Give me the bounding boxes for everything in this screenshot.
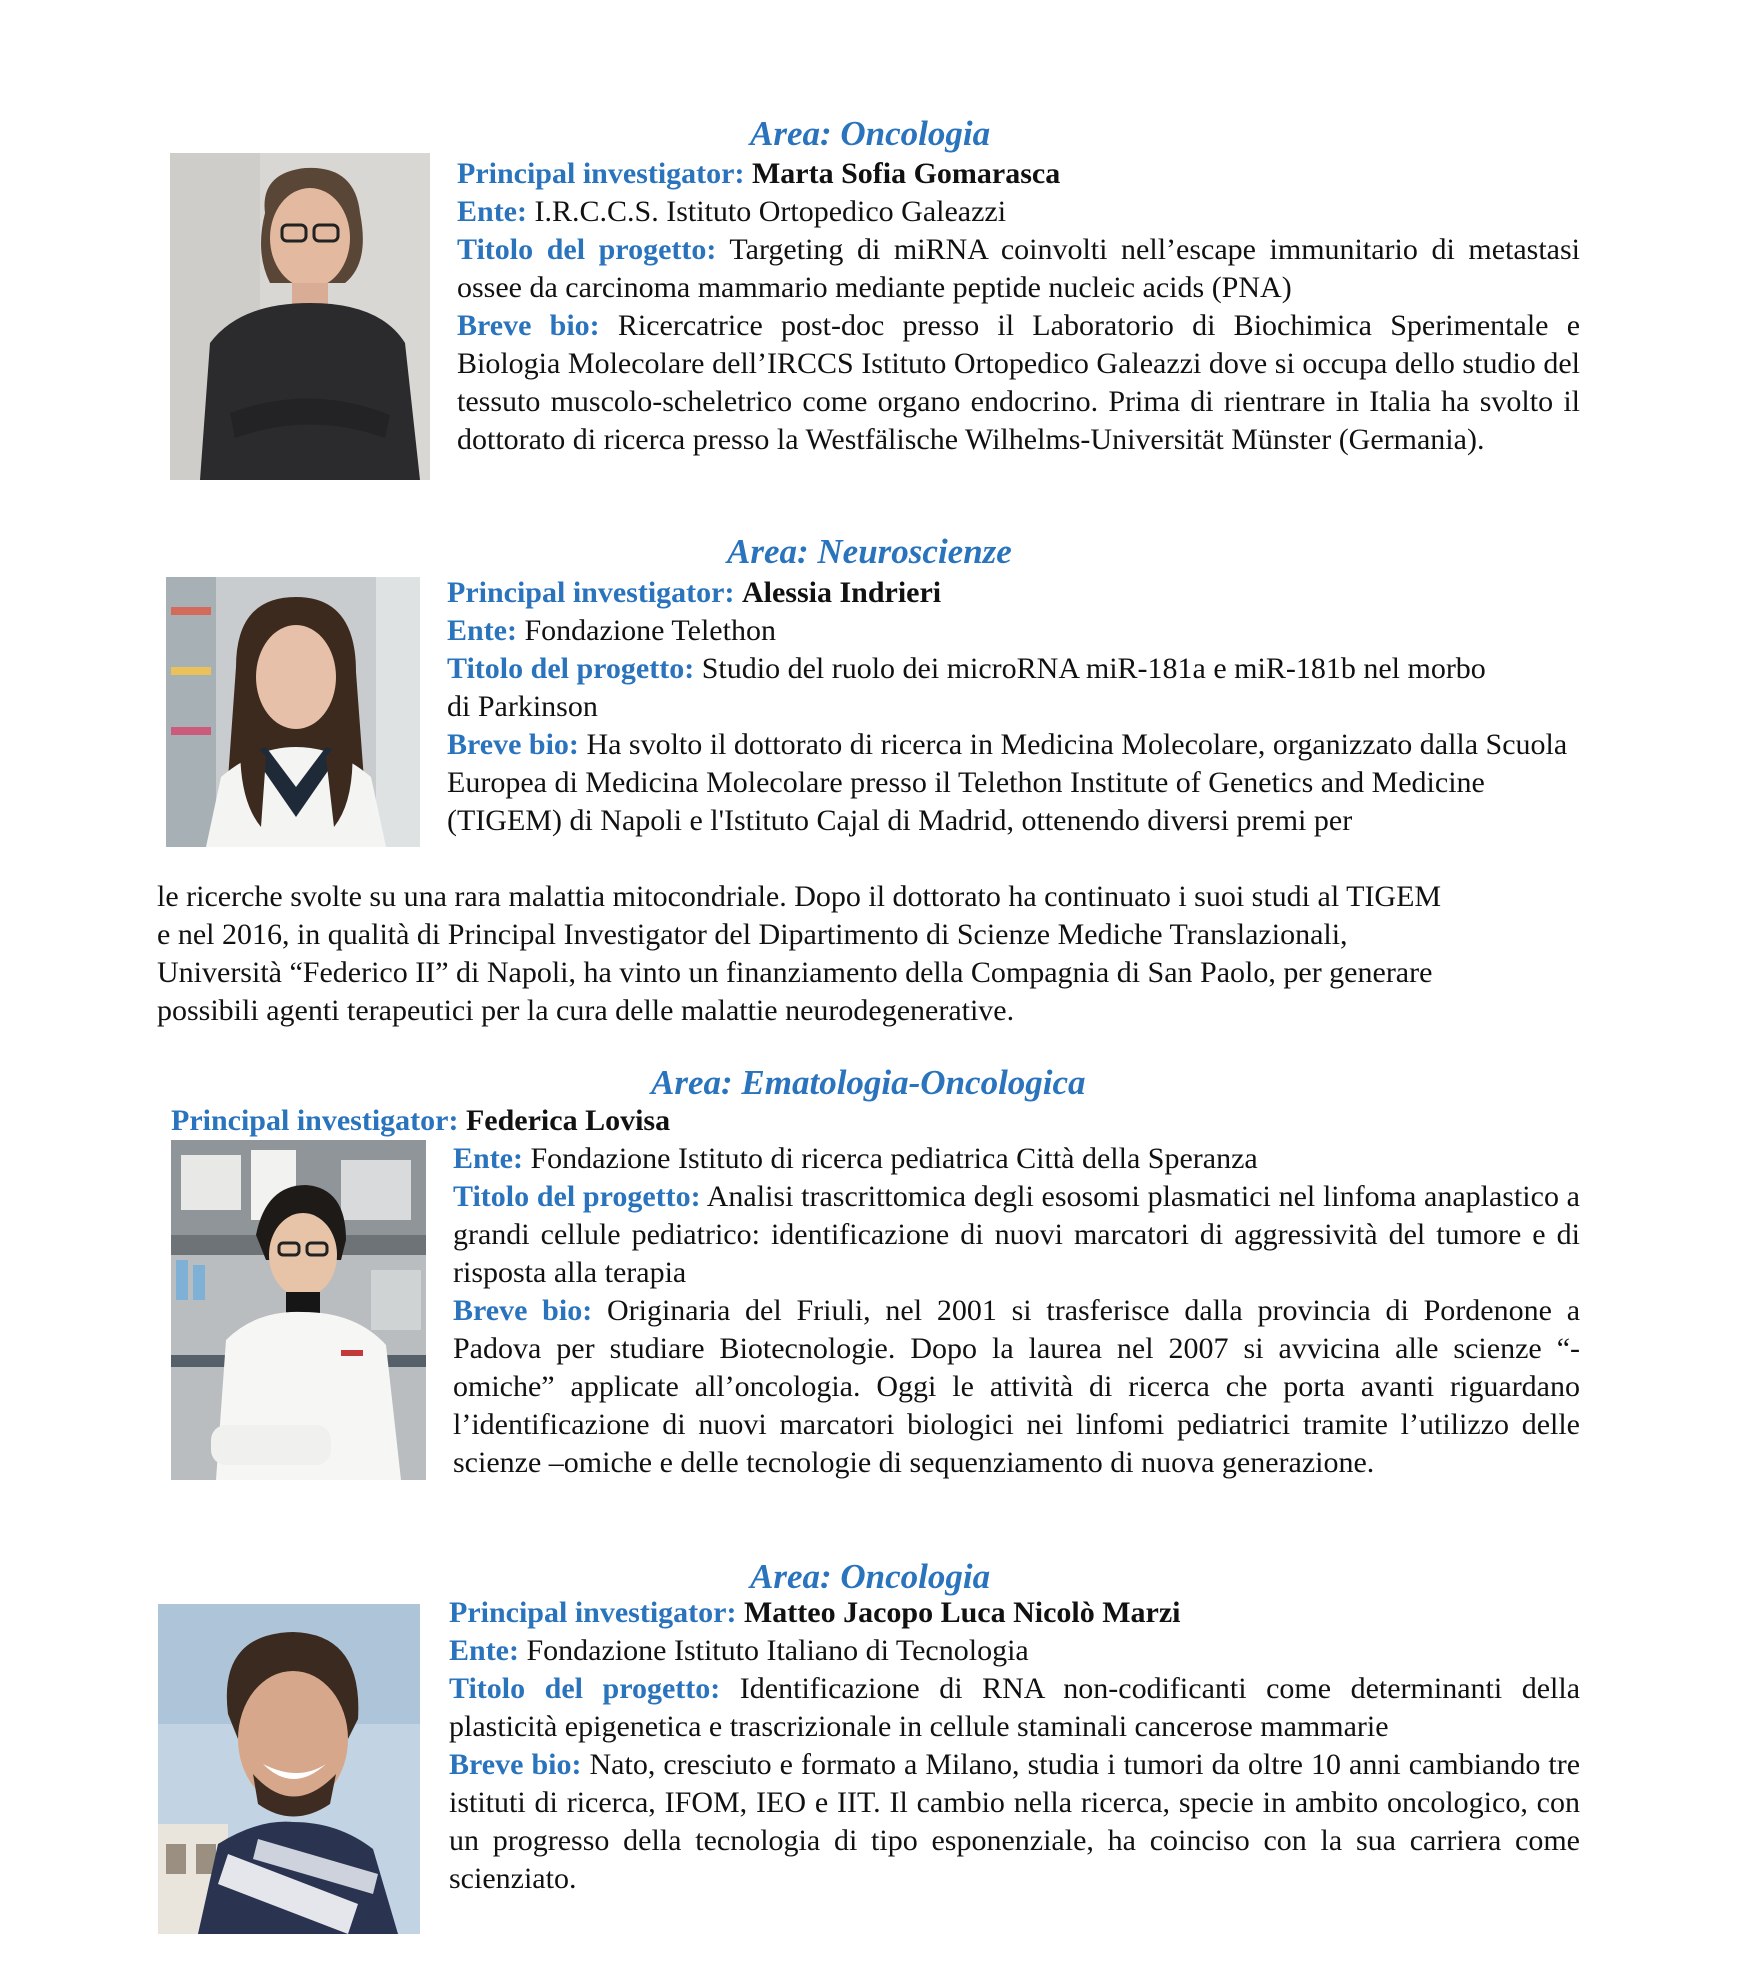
bio-paragraph [457,307,1580,459]
bio-line: Università “Federico II” di Napoli, ha vinto un finanziamento della Compagnia di San Paolo, per generare [157,956,1433,989]
entry-text [457,155,1580,459]
titolo-label: Titolo del progetto: [457,233,717,266]
area-heading: Area: Oncologia [750,1557,991,1596]
entry-text [453,1140,1580,1482]
ente-value: Fondazione Istituto Italiano di Tecnologia [526,1634,1029,1667]
titolo-value: Studio del ruolo dei microRNA miR-181a e miR-181b nel morbo [701,652,1486,685]
bio-label: Breve bio: [449,1748,582,1781]
ente-label: Ente: [447,614,517,647]
titolo-label: Titolo del progetto: [449,1672,721,1705]
ente-label: Ente: [457,195,527,228]
ente-line [453,1140,1580,1178]
pi-label: Principal investigator: [447,576,735,609]
titolo-value: Analisi trascrittomica degli esosomi plasmatici nel linfoma anaplastico a grandi cellule pediatrico: identificazione di nuovi marcatori di aggressività del tumore e di risposta alla terapia [453,1180,1580,1289]
bio-line: e nel 2016, in qualità di Principal Investigator del Dipartimento di Scienze Mediche Translazionali, [157,918,1348,951]
portrait-photo [170,153,430,480]
ente-label: Ente: [449,1634,519,1667]
titolo-value: Targeting di miRNA coinvolti nell’escape immunitario di metastasi ossee da carcinoma mammario mediante peptide nucleic acids (PNA) [457,233,1580,304]
ente-value: Fondazione Telethon [524,614,776,647]
titolo-label: Titolo del progetto: [453,1180,701,1213]
bio-value: Ricercatrice post-doc presso il Laboratorio di Biochimica Sperimentale e Biologia Molecolare dell’IRCCS Istituto Ortopedico Galeazzi dove si occupa dello studio del tessuto muscolo-scheletrico come organo endocrino. Prima di rientrare in Italia ha svolto il dottorato di ricerca presso la Westfälische Wilhelms-Universität Münster (Germania). [457,309,1581,456]
titolo-paragraph [457,231,1580,307]
ente-label: Ente: [453,1142,523,1175]
bio-value: Nato, cresciuto e formato a Milano, studia i tumori da oltre 10 anni cambiando tre istituti di ricerca, IFOM, IEO e IIT. Il cambio nella ricerca, specie in ambito oncologico, con un progresso della tecnologia di tipo esponenziale, ha coinciso con la sua carriera come scienziato. [449,1748,1581,1895]
entry-text [447,574,1580,840]
entry-text [449,1594,1580,1898]
pi-line [457,155,1580,193]
ente-line [447,612,1580,650]
bio-value: Ha svolto il dottorato di ricerca in Medicina Molecolare, organizzato dalla Scuola Europea di Medicina Molecolare presso il Telethon Institute of Genetics and Medicine (TIGEM) di Napoli e l'Istituto Cajal di Madrid, ottenendo diversi premi per [447,728,1568,837]
pi-name: Matteo Jacopo Luca Nicolò Marzi [743,1596,1181,1629]
ente-line [449,1632,1580,1670]
pi-name: Alessia Indrieri [741,576,942,609]
portrait-photo [166,577,420,847]
bio-label: Breve bio: [447,728,579,761]
ente-value: I.R.C.C.S. Istituto Ortopedico Galeazzi [534,195,1007,228]
pi-label: Principal investigator: [449,1596,737,1629]
bio-label: Breve bio: [453,1294,593,1327]
pi-label: Principal investigator: [457,157,745,190]
titolo-label: Titolo del progetto: [447,652,695,685]
pi-line [171,1102,1471,1140]
bio-line: possibili agenti terapeutici per la cura delle malattie neurodegenerative. [157,994,1015,1027]
titolo-paragraph [447,650,1580,688]
titolo-value: Identificazione di RNA non-codificanti come determinanti della plasticità epigenetica e trascrizionale in cellule staminali cancerose mammarie [449,1672,1581,1743]
portrait-photo [171,1140,426,1480]
pi-name: Federica Lovisa [465,1104,671,1137]
pi-line [447,574,1580,612]
titolo-paragraph [449,1670,1580,1746]
pi-line [449,1594,1580,1632]
area-heading: Area: Ematologia-Oncologica [651,1063,1086,1102]
area-heading: Area: Neuroscienze [727,532,1012,571]
ente-line [457,193,1580,231]
bio-line: le ricerche svolte su una rara malattia mitocondriale. Dopo il dottorato ha continuato i suoi studi al TIGEM [157,880,1442,913]
titolo-value-cont: di Parkinson [447,690,598,723]
titolo-paragraph [453,1178,1580,1292]
bio-value: Originaria del Friuli, nel 2001 si trasferisce dalla provincia di Pordenone a Padova per studiare Biotecnologie. Dopo la laurea nel 2007 si avvicina alle scienze “-omiche” applicate all’oncologia. Oggi le attività di ricerca che porta avanti riguardano l’identificazione di nuovi marcatori biologici nei linfomi pediatrici tramite l’utilizzo delle scienze –omiche e delle tecnologie di sequenziamento di nuova generazione. [453,1294,1581,1479]
area-heading: Area: Oncologia [750,114,991,153]
bio-paragraph [453,1292,1580,1482]
bio-paragraph [449,1746,1580,1898]
bio-paragraph [447,726,1572,840]
pi-label: Principal investigator: [171,1104,459,1137]
bio-continuation [157,878,1597,1030]
ente-value: Fondazione Istituto di ricerca pediatrica Città della Speranza [530,1142,1258,1175]
portrait-photo [158,1604,420,1934]
pi-name: Marta Sofia Gomarasca [751,157,1061,190]
bio-label: Breve bio: [457,309,600,342]
